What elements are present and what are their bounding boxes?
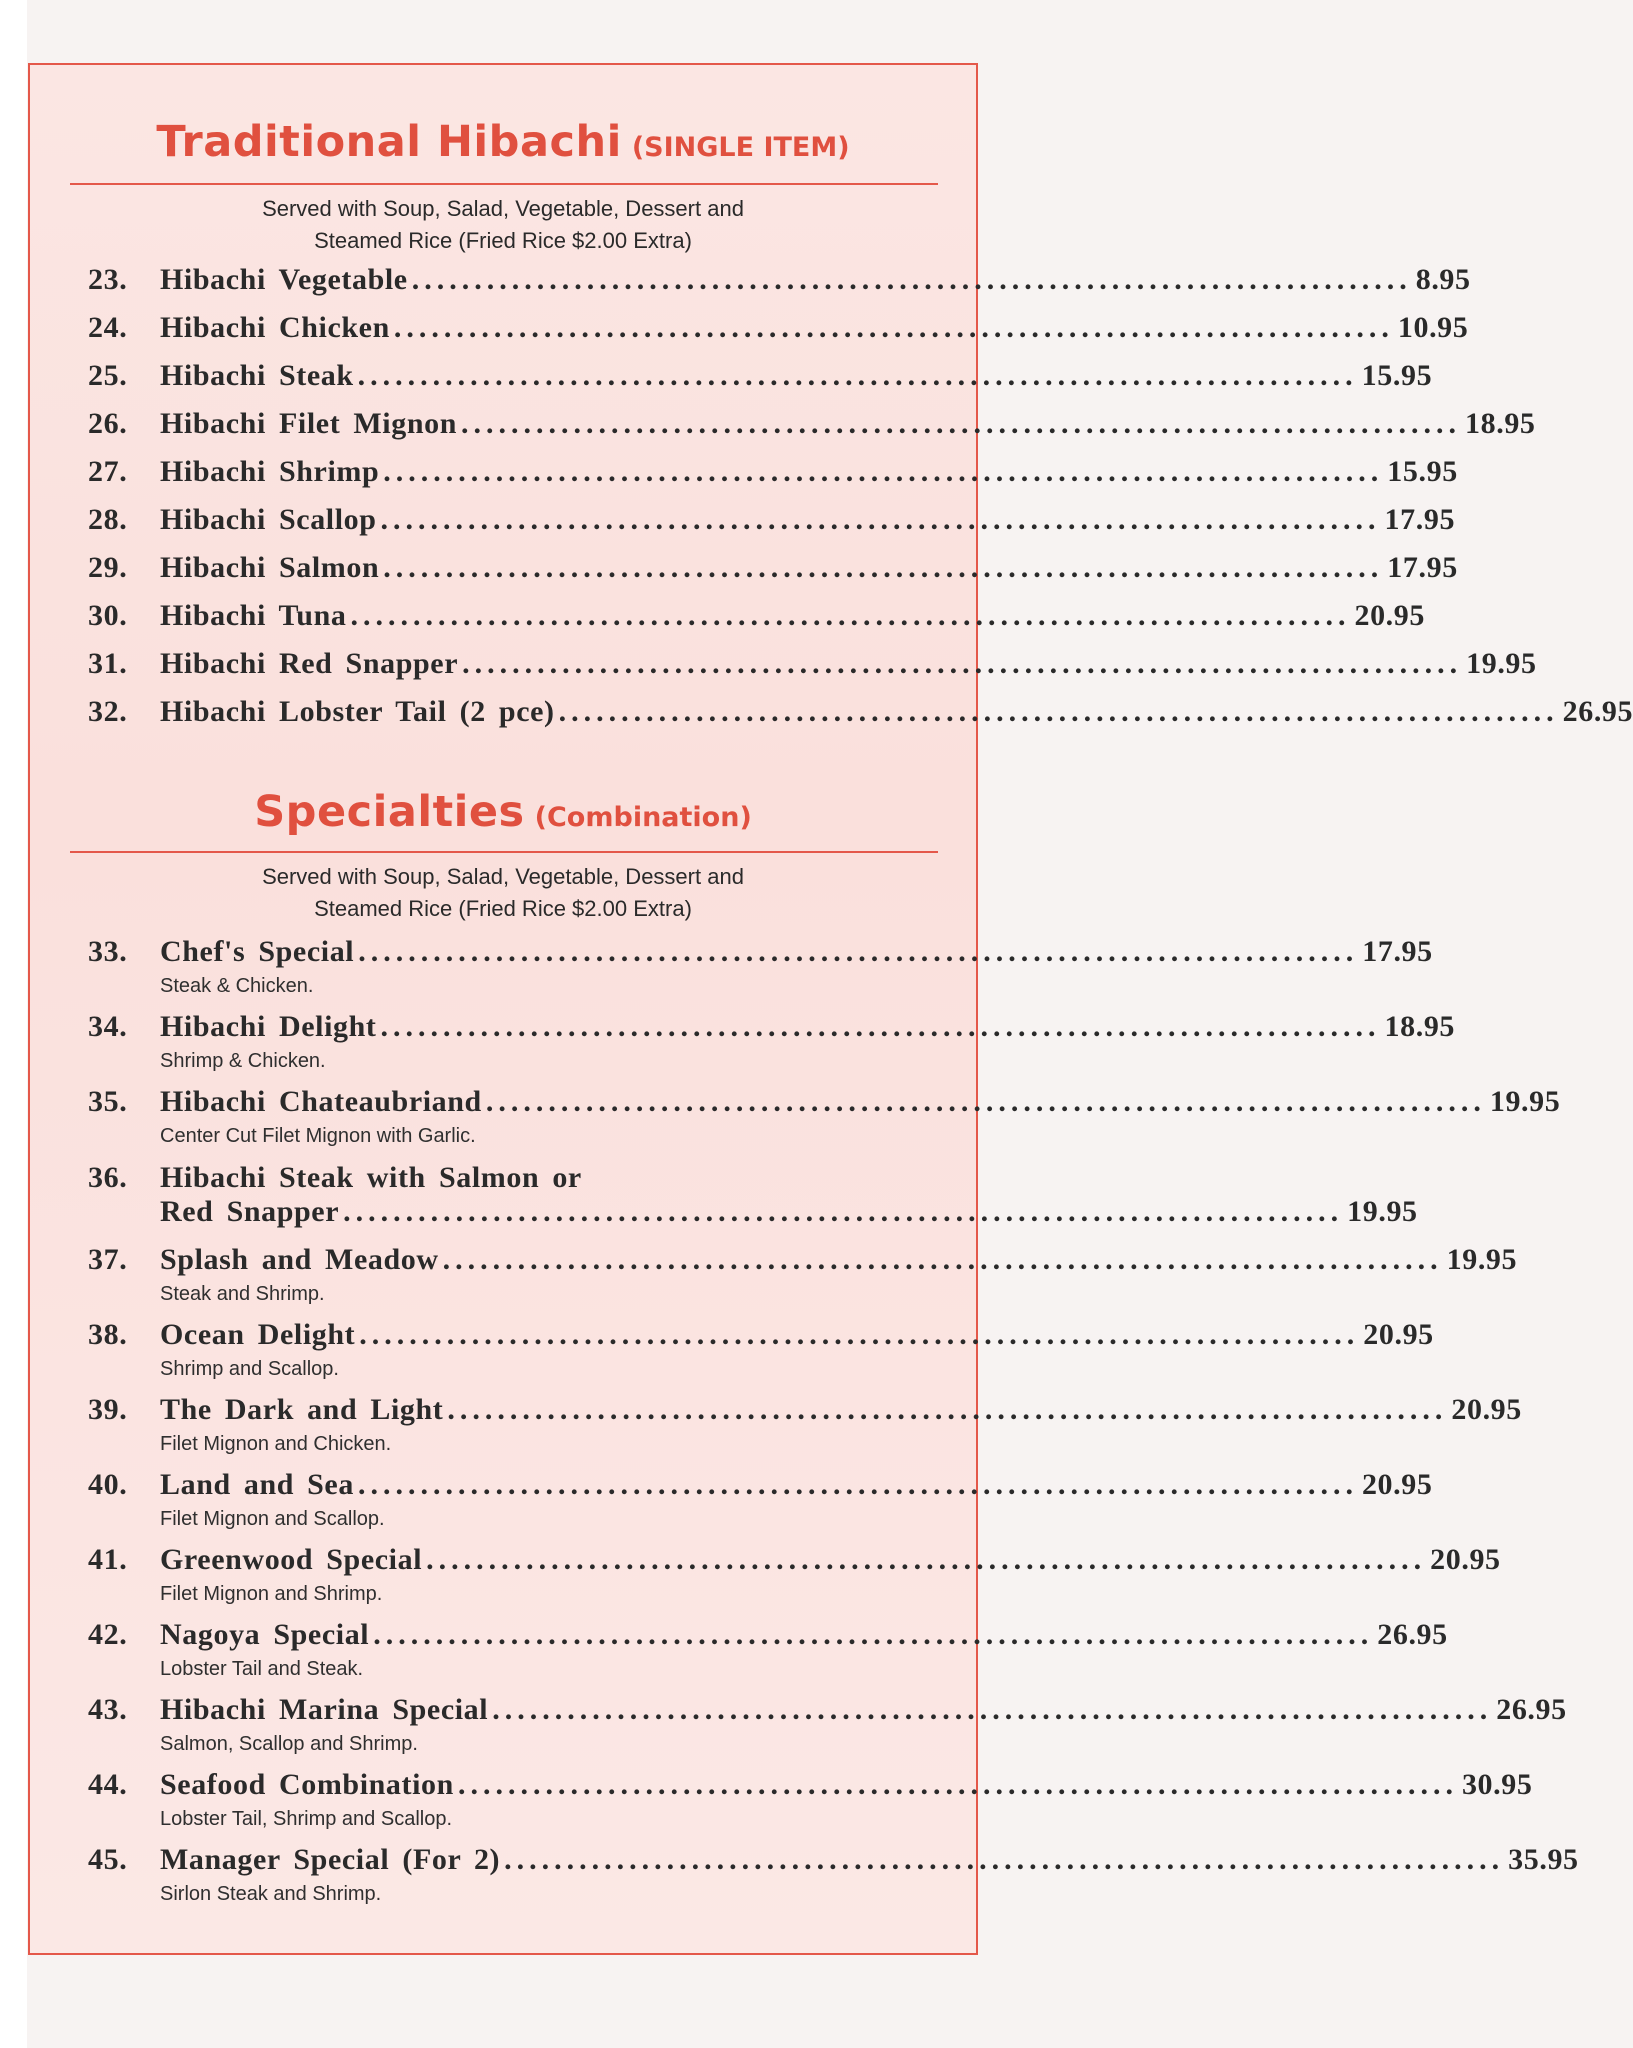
item-number: 44. (88, 1768, 128, 1801)
menu-item-32 (88, 695, 1633, 735)
item-name: Hibachi Marina Special (160, 1693, 489, 1726)
dot-leader: ................................................................................ (462, 647, 1463, 680)
item-description: Filet Mignon and Chicken. (160, 1433, 392, 1455)
item-number: 26. (88, 407, 128, 440)
divider-rule (70, 183, 938, 185)
dot-leader: ................................................................................ (380, 503, 1381, 536)
menu-item-29 (88, 551, 1458, 591)
item-price: 15.95 (1361, 359, 1433, 392)
dot-leader: ................................................................................ (504, 1843, 1505, 1876)
item-name: Hibachi Red Snapper (160, 647, 459, 680)
item-name: Hibachi Chateaubriand (160, 1085, 482, 1118)
menu-item-40 (88, 1468, 1433, 1532)
item-name: Land and Sea (160, 1468, 354, 1501)
item-number: 28. (88, 503, 128, 536)
item-price: 20.95 (1451, 1393, 1522, 1426)
item-price: 26.95 (1496, 1693, 1567, 1726)
menu-page (28, 63, 1633, 1955)
item-number: 40. (88, 1468, 128, 1501)
item-price: 17.95 (1387, 551, 1458, 584)
item-name: Hibachi Delight (160, 1010, 377, 1043)
item-name: Manager Special (For 2) (160, 1843, 501, 1876)
divider-rule (70, 851, 938, 853)
dot-leader: ................................................................................ (383, 551, 1384, 584)
item-number: 38. (88, 1318, 128, 1351)
section-note (30, 193, 976, 257)
item-description: Sirlon Steak and Shrimp. (160, 1883, 382, 1905)
item-price: 35.95 (1508, 1843, 1579, 1876)
item-name: Hibachi Tuna (160, 599, 347, 632)
menu-item-31 (88, 647, 1537, 687)
dot-leader: ................................................................................ (485, 1085, 1486, 1118)
item-number: 45. (88, 1843, 128, 1876)
item-price: 18.95 (1465, 407, 1536, 440)
dot-leader: ................................................................................ (358, 935, 1359, 968)
section-title-specialties (30, 787, 976, 837)
item-description: Salmon, Scallop and Shrimp. (160, 1733, 418, 1755)
item-description: Filet Mignon and Shrimp. (160, 1583, 383, 1605)
note-line: Steamed Rice (Fried Rice $2.00 Extra) (314, 896, 692, 921)
item-price: 19.95 (1489, 1085, 1561, 1118)
dot-leader: ................................................................................ (359, 1318, 1360, 1351)
menu-item-25 (88, 359, 1433, 399)
section-subheading: (Combination) (534, 802, 752, 833)
section-note (30, 861, 976, 925)
dot-leader: ................................................................................ (558, 695, 1559, 728)
dot-leader: ................................................................................ (380, 1010, 1381, 1043)
item-number: 34. (88, 1010, 128, 1043)
item-price: 10.95 (1397, 311, 1469, 344)
menu-item-27 (88, 455, 1458, 495)
item-price: 20.95 (1430, 1543, 1501, 1576)
item-name: Ocean Delight (160, 1318, 356, 1351)
item-number: 35. (88, 1085, 128, 1118)
section-heading: Specialties (254, 787, 525, 837)
dot-leader: ................................................................................ (461, 407, 1462, 440)
item-number: 29. (88, 551, 128, 584)
item-name: Greenwood Special (160, 1543, 423, 1576)
item-name: Hibachi Salmon (160, 551, 380, 584)
dot-leader: ................................................................................ (357, 1468, 1358, 1501)
item-number: 24. (88, 311, 128, 344)
item-price: 20.95 (1363, 1318, 1434, 1351)
item-description: Filet Mignon and Scallop. (160, 1508, 385, 1530)
item-description: Steak & Chicken. (160, 975, 314, 997)
menu-item-26 (88, 407, 1536, 447)
item-name: Hibachi Vegetable (160, 263, 408, 296)
menu-item-38 (88, 1318, 1434, 1382)
note-line: Served with Soup, Salad, Vegetable, Dessert and (262, 196, 744, 221)
dot-leader: ................................................................................ (357, 359, 1358, 392)
menu-item-34 (88, 1010, 1456, 1074)
item-name: Seafood Combination (160, 1768, 454, 1801)
dot-leader: ................................................................................ (383, 455, 1384, 488)
item-name: Hibachi Shrimp (160, 455, 380, 488)
item-name-continued: Red Snapper (160, 1195, 340, 1228)
item-price: 17.95 (1384, 503, 1456, 536)
item-price: 26.95 (1377, 1618, 1448, 1651)
dot-leader: ................................................................................ (350, 599, 1351, 632)
item-price: 19.95 (1347, 1195, 1418, 1228)
item-number: 25. (88, 359, 128, 392)
item-number: 30. (88, 599, 128, 632)
dot-leader: ................................................................................ (343, 1195, 1344, 1228)
menu-item-24 (88, 311, 1469, 351)
page-margin (0, 0, 27, 2048)
menu-item-36 (88, 1161, 1418, 1241)
note-line: Steamed Rice (Fried Rice $2.00 Extra) (314, 228, 692, 253)
item-price: 8.95 (1415, 263, 1471, 296)
menu-item-33 (88, 935, 1433, 999)
menu-item-35 (88, 1085, 1561, 1149)
item-price: 19.95 (1446, 1243, 1518, 1276)
item-price: 26.95 (1562, 695, 1633, 728)
item-number: 36. (88, 1161, 128, 1194)
item-description: Steak and Shrimp. (160, 1283, 325, 1305)
item-name: Nagoya Special (160, 1618, 370, 1651)
item-description: Shrimp & Chicken. (160, 1050, 326, 1072)
dot-leader: ................................................................................ (457, 1768, 1458, 1801)
menu-item-28 (88, 503, 1456, 543)
item-name: Chef's Special (160, 935, 355, 968)
section-subheading: (SINGLE ITEM) (631, 132, 850, 163)
item-name: Hibachi Steak (160, 359, 354, 392)
item-name: The Dark and Light (160, 1393, 444, 1426)
menu-item-23 (88, 263, 1471, 303)
menu-item-30 (88, 599, 1425, 639)
menu-item-44 (88, 1768, 1533, 1832)
item-description: Lobster Tail, Shrimp and Scallop. (160, 1808, 453, 1830)
dot-leader: ................................................................................ (373, 1618, 1374, 1651)
item-price: 18.95 (1384, 1010, 1456, 1043)
dot-leader: ................................................................................ (492, 1693, 1493, 1726)
item-number: 33. (88, 935, 128, 968)
dot-leader: ................................................................................ (426, 1543, 1427, 1576)
dot-leader: ................................................................................ (442, 1243, 1443, 1276)
menu-item-39 (88, 1393, 1522, 1457)
menu-item-45 (88, 1843, 1579, 1907)
item-price: 17.95 (1362, 935, 1433, 968)
item-number: 39. (88, 1393, 128, 1426)
item-number: 42. (88, 1618, 128, 1651)
item-number: 41. (88, 1543, 128, 1576)
section-heading: Traditional Hibachi (156, 117, 622, 167)
item-description: Lobster Tail and Steak. (160, 1658, 364, 1680)
item-number: 32. (88, 695, 128, 728)
menu-item-43 (88, 1693, 1567, 1757)
dot-leader: ................................................................................ (393, 311, 1394, 344)
menu-item-41 (88, 1543, 1501, 1607)
dot-leader: ................................................................................ (411, 263, 1412, 296)
item-number: 43. (88, 1693, 128, 1726)
dot-leader: ................................................................................ (447, 1393, 1448, 1426)
item-name: Hibachi Scallop (160, 503, 377, 536)
item-number: 37. (88, 1243, 128, 1276)
menu-item-42 (88, 1618, 1448, 1682)
item-number: 23. (88, 263, 128, 296)
item-name: Hibachi Steak with Salmon or (160, 1161, 582, 1194)
item-price: 30.95 (1461, 1768, 1533, 1801)
item-description: Shrimp and Scallop. (160, 1358, 339, 1380)
note-line: Served with Soup, Salad, Vegetable, Dessert and (262, 864, 744, 889)
item-price: 20.95 (1361, 1468, 1433, 1501)
item-number: 31. (88, 647, 128, 680)
menu-item-37 (88, 1243, 1518, 1307)
section-title-traditional-hibachi (30, 117, 976, 167)
item-name: Hibachi Lobster Tail (2 pce) (160, 695, 555, 728)
item-price: 20.95 (1354, 599, 1425, 632)
item-description: Center Cut Filet Mignon with Garlic. (160, 1125, 476, 1147)
item-number: 27. (88, 455, 128, 488)
item-price: 19.95 (1466, 647, 1537, 680)
item-name: Splash and Meadow (160, 1243, 439, 1276)
item-price: 15.95 (1387, 455, 1458, 488)
item-name: Hibachi Chicken (160, 311, 390, 344)
item-name: Hibachi Filet Mignon (160, 407, 458, 440)
